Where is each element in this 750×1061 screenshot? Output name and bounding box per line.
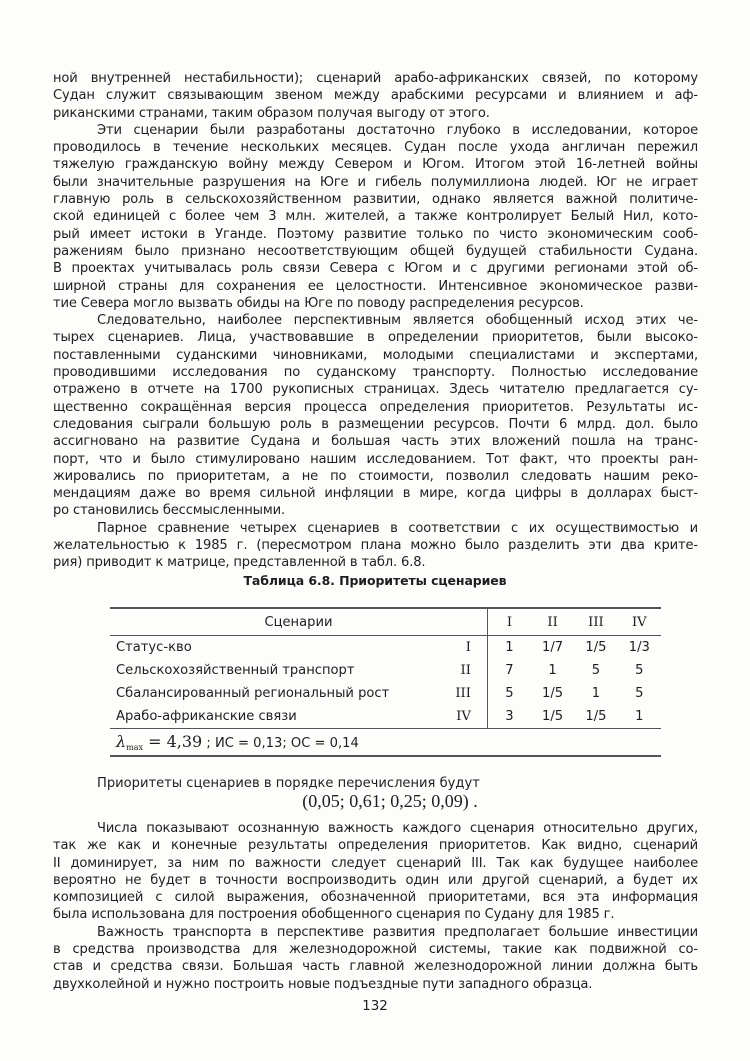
body-text-bottom [53,820,698,993]
paragraph-line: тяжелую гражданскую войну между Севером и Югом. Итогом этой 16-летней войны [53,157,698,173]
cell-value: 7 [505,663,514,678]
paragraph-line: порт, что и было стимулировано нашим исследованием. Тот факт, что проекты ран- [53,451,698,467]
paragraph-line: в средства производства для железнодорожной системы, такие как подвижной со- [53,942,698,958]
scenario-roman: II [432,659,488,682]
paragraph-line: Следовательно, наиболее перспективным является обобщенный исход этих че- [97,313,698,329]
body-text-top [53,70,698,572]
paragraph-line: желательностью к 1985 г. (пересмотром плана можно было разделить эти два крите- [53,538,698,554]
cell-value: 1/5 [585,709,607,724]
paragraph-line: ской единицей с более чем 3 млн. жителей, а также контролирует Белый Нил, кото- [53,209,698,225]
scenario-roman: III [432,682,488,705]
priority-matrix-table [110,607,661,757]
lambda-symbol: λ [116,732,127,751]
paragraph-line: В проектах учитывалась роль связи Севера с Югом и с другими регионами этой об- [53,261,698,277]
paragraph-line: Числа показывают осознанную важность каждого сценария относительно других, [97,821,698,836]
paragraph-line: II доминирует, за ним по важности следует сценарий III. Так как будущее наиболее [53,855,698,871]
scenario-roman: I [432,636,488,660]
table-footer-row [110,729,661,757]
cell-value: 1/5 [585,640,607,655]
scenario-name: Арабо-африканские связи [116,709,297,724]
cell-value: 1/3 [628,640,650,655]
paragraph-line: так же как и конечные результаты определения приоритетов. Как видно, сценарий [53,838,698,854]
priorities-intro: Приоритеты сценариев в порядке перечисления будут [97,776,480,791]
lambda-subscript: max [126,743,144,752]
scenario-name: Статус-кво [116,640,192,655]
paragraph-line: ширной страны для сохранения ее целостности. Интенсивное экономическое разви- [53,278,698,294]
paragraph-line: были значительные разрушения на Юге и гибель полумиллиона людей. Юг не играет [53,174,698,190]
scenario-name: Сбалансированный региональный рост [116,686,390,701]
paragraph-line: была использована для построения обобщенного сценария по Судану для 1985 г. [53,907,615,923]
paragraph-line: отражено в отчете на 1700 рукописных страницах. Здесь читателю предлагается су- [53,382,698,398]
table-row [110,636,661,660]
consistency-summary [110,729,661,757]
paragraph-line: тырех сценариев. Лица, участвовавшие в определении приоритетов, были высоко- [53,330,698,346]
paragraph-line: Парное сравнение четырех сценариев в соответствии с их осуществимостью и [97,520,698,536]
paragraph-line: став и средства связи. Большая часть главной железнодорожной линии должна быть [53,959,698,975]
paragraph-line: ассигновано на развитие Судана и большая часть этих вложений пошла на транс- [53,434,698,450]
table-row [110,659,661,682]
header-col-4: IV [618,608,661,636]
cell-value: 1/5 [542,686,564,701]
paragraph-line: тие Севера могло вызвать обиды на Юге по поводу распределения ресурсов. [53,295,584,311]
cell-value: 1/5 [542,709,564,724]
paragraph-line: рия) приводит к матрице, представленной в табл. 6.8. [53,555,426,571]
header-col-2: II [531,608,574,636]
paragraph-line: мендациям даже во время сильной инфляции в мире, когда цифры в долларах быст- [53,486,698,502]
paragraph-line: рый имеет истоки в Уганде. Поэтому развитие только по чисто экономическим сооб- [53,226,698,242]
paragraph-line: проводившими исследования по суданскому транспорту. Полностью исследование [53,365,698,381]
paragraph-line: главную роль в сельскохозяйственном развитии, однако является важной политиче- [53,192,698,208]
table-row [110,682,661,705]
paragraph-line: щественно сокращённая версия процесса определения приоритетов. Результаты ис- [53,399,698,415]
cell-value: 5 [635,663,644,678]
cell-value: 3 [505,709,514,724]
header-col-1: I [487,608,531,636]
header-col-3: III [574,608,617,636]
paragraph-line: ражениям было признано несоответствующим общей будущей стабильности Судана. [53,243,698,259]
paragraph-line: жировались по приоритетам, а не по стоимости, позволил следовать нашим реко- [53,468,698,484]
paragraph-line: композицией с силой выражения, обозначенной приоритетами, вся эта информация [53,890,698,906]
cell-value: 1 [548,663,557,678]
paragraph-line: двухколейной и нужно построить новые подъездные пути западного образца. [53,976,593,992]
paragraph-line: Судан служит связывающим звеном между арабскими ресурсами и влиянием и аф- [53,88,698,104]
paragraph-line: Важность транспорта в перспективе развития предполагает большие инвестиции [97,924,698,940]
cell-value: 1 [591,686,601,701]
cell-value: 1/7 [542,640,564,655]
paragraph-line: ной внутренней нестабильности); сценарий арабо-африканских связей, по которому [53,71,698,86]
paragraph-line: ро становились бессмысленными. [53,503,285,519]
scenario-name: Сельскохозяйственный транспорт [116,663,355,678]
table-header-row [110,608,661,636]
page-number: 132 [362,998,388,1014]
paragraph-line: поставленными суданскими чиновниками, молодыми специалистами и экспертами, [53,347,698,363]
paragraph-line: Эти сценарии были разработаны достаточно глубоко в исследовании, которое [97,122,698,138]
cell-value: 5 [505,686,514,701]
scenario-roman: IV [432,705,488,729]
header-scenarios: Сценарии [110,608,487,636]
consistency-indices: ; ИС = 0,13; ОС = 0,14 [202,736,359,751]
cell-value: 5 [635,686,644,701]
table-caption: Таблица 6.8. Приоритеты сценариев [243,573,507,588]
cell-value: 1 [505,640,514,655]
cell-value: 5 [591,663,601,678]
paragraph-line: проводилось в течение нескольких месяцев. Судан после ухода англичан пережил [53,140,698,156]
lambda-value: = 4,39 [143,732,203,751]
priorities-vector: (0,05; 0,61; 0,25; 0,09) . [302,791,478,811]
paragraph-line: риканскими странами, таким образом получая выгоду от этого. [53,105,490,121]
paragraph-line: следования сыграли большую роль в размещении ресурсов. Почти 6 млрд. дол. было [53,416,698,432]
paragraph-line: вероятно не будет в точности воспроизводить один или другой сценарий, а будет их [53,872,698,888]
table-row [110,705,661,729]
cell-value: 1 [635,709,644,724]
